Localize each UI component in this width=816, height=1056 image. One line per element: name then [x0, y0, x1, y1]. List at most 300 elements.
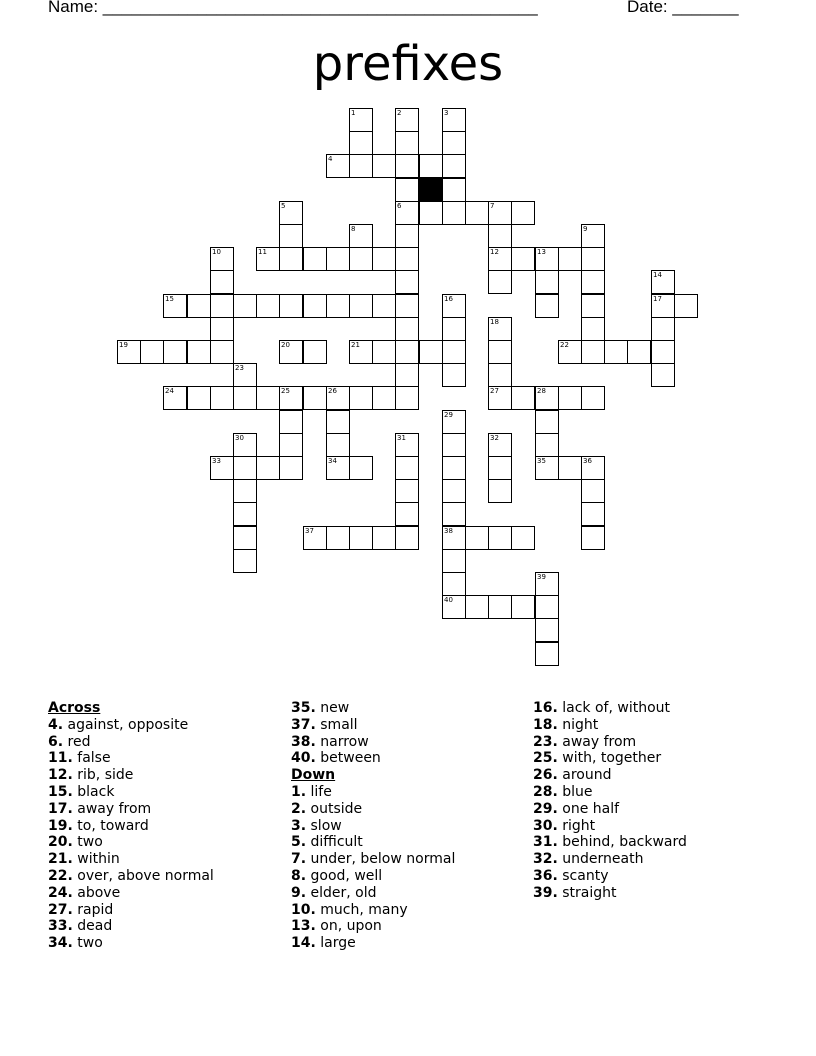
grid-cell[interactable] [651, 270, 675, 294]
grid-cell[interactable] [674, 294, 698, 318]
grid-cell[interactable] [581, 270, 605, 294]
grid-cell[interactable] [233, 549, 257, 573]
grid-cell[interactable] [326, 294, 350, 318]
grid-cell[interactable] [627, 340, 651, 364]
clue [291, 868, 455, 885]
cell-number: 19 [119, 341, 128, 349]
grid-cell[interactable] [349, 294, 373, 318]
clue-number: 11. [48, 750, 73, 767]
name-line: Name: ______________________________________________ [48, 0, 538, 16]
cell-number: 16 [444, 295, 453, 303]
grid-cell[interactable] [372, 526, 396, 550]
clue-number: 2. [291, 800, 307, 817]
grid-cell[interactable] [442, 340, 466, 364]
grid-cell[interactable] [163, 294, 187, 318]
clue [48, 902, 214, 919]
grid-cell[interactable] [187, 386, 211, 410]
clue-text: straight [562, 884, 617, 901]
across-heading: Across [48, 700, 101, 716]
clue [533, 784, 687, 801]
grid-cell[interactable] [279, 433, 303, 457]
grid-cell[interactable] [535, 642, 559, 666]
grid-cell[interactable] [326, 154, 350, 178]
clue-text: against, opposite [67, 716, 189, 733]
clue-number: 34. [48, 935, 73, 952]
grid-cell[interactable] [581, 502, 605, 526]
grid-cell[interactable] [395, 270, 419, 294]
clue-number: 1. [291, 783, 307, 800]
grid-cell[interactable] [395, 340, 419, 364]
clue-text: black [77, 783, 115, 800]
grid-cell[interactable] [349, 154, 373, 178]
grid-cell[interactable] [535, 618, 559, 642]
grid-cell[interactable] [465, 201, 489, 225]
grid-cell[interactable] [395, 363, 419, 387]
clue [291, 734, 455, 751]
clue-text: on, upon [320, 918, 382, 935]
clue-column-1 [48, 700, 214, 952]
grid-cell[interactable] [465, 595, 489, 619]
clue [48, 767, 214, 784]
clue-text: elder, old [310, 884, 377, 901]
clue-number: 38. [291, 733, 316, 750]
clue-number: 18. [533, 716, 558, 733]
clue [291, 935, 455, 952]
clue-text: two [77, 935, 103, 952]
grid-cell[interactable] [326, 456, 350, 480]
cell-number: 33 [212, 457, 221, 465]
grid-cell[interactable] [326, 433, 350, 457]
clue-text: right [562, 817, 596, 834]
grid-cell[interactable] [442, 595, 466, 619]
grid-cell[interactable] [233, 456, 257, 480]
grid-cell[interactable] [488, 526, 512, 550]
grid-cell[interactable] [465, 526, 489, 550]
grid-cell[interactable] [395, 154, 419, 178]
grid-cell[interactable] [511, 386, 535, 410]
grid-cell[interactable] [442, 294, 466, 318]
grid-cell[interactable] [395, 526, 419, 550]
grid-cell[interactable] [233, 433, 257, 457]
grid-cell[interactable] [651, 294, 675, 318]
grid-cell[interactable] [535, 410, 559, 434]
grid-cell[interactable] [581, 294, 605, 318]
grid-cell[interactable] [442, 178, 466, 202]
grid-cell[interactable] [558, 456, 582, 480]
grid-cell[interactable] [581, 224, 605, 248]
clue [291, 902, 455, 919]
grid-cell[interactable] [395, 317, 419, 341]
clue [48, 818, 214, 835]
grid-cell[interactable] [511, 595, 535, 619]
grid-cell[interactable] [210, 247, 234, 271]
grid-cell[interactable] [535, 270, 559, 294]
clue-text: much, many [320, 901, 408, 918]
grid-cell[interactable] [233, 526, 257, 550]
grid-cell[interactable] [349, 247, 373, 271]
grid-cell[interactable] [395, 247, 419, 271]
clue-text: around [562, 767, 612, 784]
grid-cell[interactable] [210, 340, 234, 364]
clue-text: small [320, 716, 358, 733]
cell-number: 28 [537, 387, 546, 395]
clue [291, 885, 455, 902]
grid-cell[interactable] [488, 340, 512, 364]
grid-cell[interactable] [279, 224, 303, 248]
clue-number: 24. [48, 884, 73, 901]
grid-cell[interactable] [303, 526, 327, 550]
grid-cell[interactable] [581, 479, 605, 503]
clue-text: outside [310, 800, 363, 817]
clue-text: red [67, 733, 91, 750]
clue-number: 12. [48, 767, 73, 784]
grid-cell[interactable] [349, 224, 373, 248]
grid-cell[interactable] [279, 386, 303, 410]
clue [48, 935, 214, 952]
clue [533, 818, 687, 835]
grid-cell[interactable] [581, 317, 605, 341]
cell-number: 4 [328, 155, 333, 163]
grid-cell[interactable] [581, 386, 605, 410]
clue-number: 14. [291, 935, 316, 952]
clue-text: behind, backward [562, 834, 687, 851]
clue-number: 15. [48, 783, 73, 800]
grid-cell[interactable] [442, 549, 466, 573]
grid-cell[interactable] [163, 340, 187, 364]
grid-cell[interactable] [442, 131, 466, 155]
grid-cell[interactable] [442, 317, 466, 341]
grid-cell[interactable] [395, 502, 419, 526]
grid-cell[interactable] [488, 433, 512, 457]
grid-cell[interactable] [303, 386, 327, 410]
cell-number: 34 [328, 457, 337, 465]
grid-cell[interactable] [581, 340, 605, 364]
clue-text: over, above normal [77, 867, 214, 884]
clue [533, 834, 687, 851]
grid-cell[interactable] [187, 294, 211, 318]
cell-number: 26 [328, 387, 337, 395]
grid-cell[interactable] [210, 317, 234, 341]
grid-cell[interactable] [581, 247, 605, 271]
grid-cell[interactable] [535, 294, 559, 318]
grid-cell[interactable] [233, 479, 257, 503]
clue [291, 834, 455, 851]
grid-cell[interactable] [535, 456, 559, 480]
cell-number: 38 [444, 527, 453, 535]
clue [533, 767, 687, 784]
grid-cell[interactable] [372, 340, 396, 364]
clue-number: 4. [48, 716, 64, 733]
clue-number: 16. [533, 700, 558, 716]
cell-number: 11 [258, 248, 267, 256]
grid-cell[interactable] [395, 294, 419, 318]
clue-text: to, toward [77, 817, 149, 834]
clue-text: rapid [77, 901, 114, 918]
clue-column-3 [533, 700, 687, 902]
grid-cell[interactable] [372, 386, 396, 410]
grid-cell[interactable] [488, 317, 512, 341]
grid-cell[interactable] [535, 595, 559, 619]
cell-number: 23 [235, 364, 244, 372]
grid-cell[interactable] [511, 247, 535, 271]
grid-cell[interactable] [488, 363, 512, 387]
grid-cell[interactable] [303, 247, 327, 271]
grid-cell[interactable] [256, 247, 280, 271]
grid-cell[interactable] [442, 154, 466, 178]
cell-number: 18 [490, 318, 499, 326]
clue [48, 801, 214, 818]
grid-cell[interactable] [210, 270, 234, 294]
cell-number: 9 [583, 225, 588, 233]
clue-number: 23. [533, 733, 558, 750]
grid-cell[interactable] [488, 224, 512, 248]
grid-cell[interactable] [488, 386, 512, 410]
cell-number: 3 [444, 109, 449, 117]
grid-cell[interactable] [651, 363, 675, 387]
grid-cell[interactable] [210, 386, 234, 410]
grid-cell[interactable] [279, 201, 303, 225]
grid-cell[interactable] [117, 340, 141, 364]
clue [291, 918, 455, 935]
cell-number: 35 [537, 457, 546, 465]
grid-cell[interactable] [326, 410, 350, 434]
grid-cell[interactable] [488, 247, 512, 271]
grid-cell[interactable] [419, 340, 443, 364]
clue-number: 37. [291, 716, 316, 733]
grid-cell[interactable] [210, 294, 234, 318]
cell-number: 39 [537, 573, 546, 581]
grid-cell[interactable] [442, 502, 466, 526]
grid-cell[interactable] [442, 526, 466, 550]
across-clues-continued [291, 700, 455, 767]
clue [533, 700, 687, 717]
grid-cell[interactable] [488, 201, 512, 225]
clue-number: 20. [48, 834, 73, 851]
clue-text: one half [562, 800, 620, 817]
clue-text: new [320, 700, 350, 716]
grid-cell[interactable] [372, 247, 396, 271]
clue-text: life [310, 783, 332, 800]
cell-number: 36 [583, 457, 592, 465]
puzzle-title: prefixes [312, 36, 504, 92]
grid-cell[interactable] [349, 526, 373, 550]
cell-number: 22 [560, 341, 569, 349]
clue-text: with, together [562, 750, 662, 767]
clue-text: between [320, 750, 381, 767]
clue-text: underneath [562, 851, 644, 868]
grid-cell[interactable] [395, 201, 419, 225]
clue-number: 9. [291, 884, 307, 901]
cell-number: 29 [444, 411, 453, 419]
clue-number: 7. [291, 851, 307, 868]
clue-number: 30. [533, 817, 558, 834]
cell-number: 40 [444, 596, 453, 604]
cell-number: 31 [397, 434, 406, 442]
grid-cell[interactable] [535, 247, 559, 271]
clue-number: 35. [291, 700, 316, 716]
grid-cell[interactable] [372, 294, 396, 318]
grid-cell[interactable] [395, 433, 419, 457]
clue [533, 885, 687, 902]
grid-cell[interactable] [163, 386, 187, 410]
clue-text: night [562, 716, 599, 733]
clue-number: 26. [533, 767, 558, 784]
clue [291, 750, 455, 767]
grid-cell[interactable] [279, 410, 303, 434]
grid-cell[interactable] [442, 479, 466, 503]
clue-text: above [77, 884, 121, 901]
clue [291, 717, 455, 734]
clue [533, 750, 687, 767]
grid-cell[interactable] [279, 456, 303, 480]
clue-number: 39. [533, 884, 558, 901]
clue-text: away from [77, 800, 152, 817]
grid-cell[interactable] [558, 247, 582, 271]
grid-cell[interactable] [581, 526, 605, 550]
cell-number: 14 [653, 271, 662, 279]
grid-cell[interactable] [326, 247, 350, 271]
grid-cell[interactable] [395, 224, 419, 248]
grid-cell[interactable] [442, 433, 466, 457]
date-line: Date: _______ [627, 0, 739, 16]
clue-text: slow [310, 817, 342, 834]
clue-number: 8. [291, 867, 307, 884]
clue-number: 33. [48, 918, 73, 935]
grid-cell[interactable] [395, 108, 419, 132]
grid-cell[interactable] [535, 433, 559, 457]
grid-cell[interactable] [326, 386, 350, 410]
grid-cell[interactable] [372, 154, 396, 178]
grid-cell[interactable] [326, 526, 350, 550]
grid-cell[interactable] [233, 386, 257, 410]
grid-cell[interactable] [488, 270, 512, 294]
down-heading: Down [291, 767, 336, 784]
grid-cell[interactable] [488, 595, 512, 619]
clue-text: difficult [310, 834, 363, 851]
grid-cell[interactable] [395, 178, 419, 202]
grid-cell[interactable] [279, 340, 303, 364]
clue [291, 784, 455, 801]
grid-cell[interactable] [535, 572, 559, 596]
grid-cell[interactable] [442, 410, 466, 434]
clue [48, 885, 214, 902]
grid-cell[interactable] [442, 363, 466, 387]
clue-text: under, below normal [310, 851, 456, 868]
cell-number: 8 [351, 225, 356, 233]
clue-text: two [77, 834, 103, 851]
grid-cell[interactable] [187, 340, 211, 364]
grid-cell[interactable] [419, 154, 443, 178]
clue [291, 700, 455, 717]
clue [48, 851, 214, 868]
clue-number: 5. [291, 834, 307, 851]
grid-cell[interactable] [511, 526, 535, 550]
cell-number: 7 [490, 202, 495, 210]
grid-cell[interactable] [349, 456, 373, 480]
grid-cell[interactable] [442, 456, 466, 480]
clue [533, 734, 687, 751]
grid-cell[interactable] [349, 131, 373, 155]
cell-number: 12 [490, 248, 499, 256]
grid-cell[interactable] [303, 294, 327, 318]
clue [533, 717, 687, 734]
grid-cell[interactable] [419, 201, 443, 225]
grid-block-cell [419, 178, 443, 202]
grid-cell[interactable] [488, 456, 512, 480]
grid-cell[interactable] [140, 340, 164, 364]
grid-cell[interactable] [395, 479, 419, 503]
clue-number: 28. [533, 783, 558, 800]
cell-number: 24 [165, 387, 174, 395]
clue-text: large [320, 935, 356, 952]
grid-cell[interactable] [303, 340, 327, 364]
grid-cell[interactable] [511, 201, 535, 225]
clue-number: 10. [291, 901, 316, 918]
grid-cell[interactable] [395, 131, 419, 155]
grid-cell[interactable] [395, 386, 419, 410]
clue-text: false [77, 750, 111, 767]
grid-cell[interactable] [279, 294, 303, 318]
grid-cell[interactable] [210, 456, 234, 480]
cell-number: 6 [397, 202, 402, 210]
grid-cell[interactable] [558, 386, 582, 410]
grid-cell[interactable] [488, 479, 512, 503]
cell-number: 13 [537, 248, 546, 256]
grid-cell[interactable] [349, 108, 373, 132]
clue-column-2 [291, 700, 455, 952]
clue [291, 801, 455, 818]
clue-number: 17. [48, 800, 73, 817]
grid-cell[interactable] [233, 363, 257, 387]
clue-number: 36. [533, 867, 558, 884]
grid-cell[interactable] [233, 502, 257, 526]
grid-cell[interactable] [256, 456, 280, 480]
grid-cell[interactable] [442, 108, 466, 132]
clue-number: 3. [291, 817, 307, 834]
clue-text: narrow [320, 733, 369, 750]
grid-cell[interactable] [395, 456, 419, 480]
clue-text: away from [562, 733, 637, 750]
grid-cell[interactable] [349, 386, 373, 410]
clue-number: 40. [291, 750, 316, 767]
grid-cell[interactable] [604, 340, 628, 364]
grid-cell[interactable] [256, 294, 280, 318]
clue-text: lack of, without [562, 700, 671, 716]
clue-number: 13. [291, 918, 316, 935]
cell-number: 30 [235, 434, 244, 442]
grid-cell[interactable] [558, 340, 582, 364]
grid-cell[interactable] [535, 386, 559, 410]
cell-number: 1 [351, 109, 356, 117]
clue [533, 851, 687, 868]
grid-cell[interactable] [442, 201, 466, 225]
cell-number: 5 [281, 202, 286, 210]
grid-cell[interactable] [581, 456, 605, 480]
grid-cell[interactable] [442, 572, 466, 596]
clue-number: 29. [533, 800, 558, 817]
cell-number: 37 [305, 527, 314, 535]
grid-cell[interactable] [651, 340, 675, 364]
grid-cell[interactable] [279, 247, 303, 271]
grid-cell[interactable] [651, 317, 675, 341]
clue [291, 851, 455, 868]
clue-number: 31. [533, 834, 558, 851]
grid-cell[interactable] [233, 294, 257, 318]
grid-cell[interactable] [349, 340, 373, 364]
grid-cell[interactable] [256, 386, 280, 410]
cell-number: 10 [212, 248, 221, 256]
clue-text: within [77, 851, 120, 868]
